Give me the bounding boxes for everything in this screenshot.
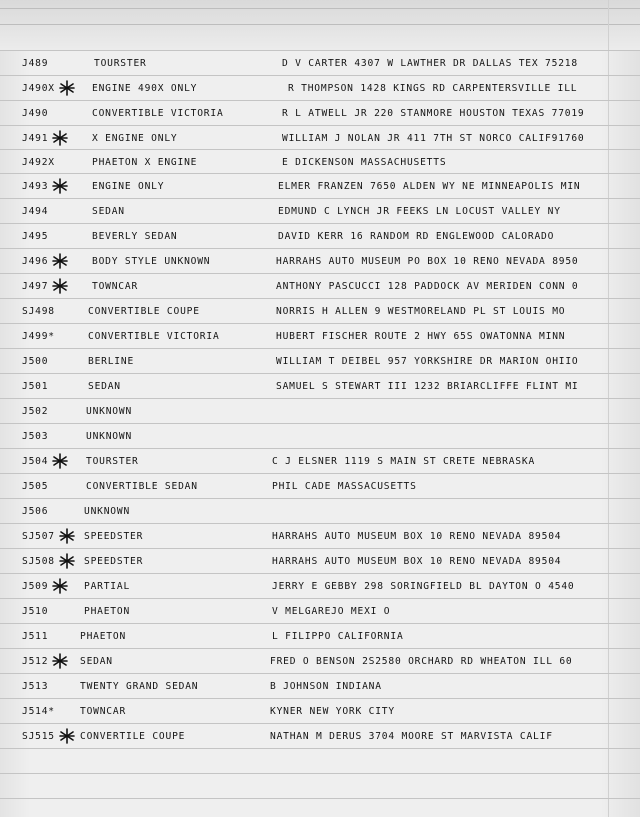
body-style: SPEEDSTER xyxy=(84,531,144,542)
chassis-code: J502 xyxy=(22,406,49,417)
chassis-code: J490X xyxy=(22,83,55,94)
chassis-code: SJ507 xyxy=(22,531,55,542)
ruled-line xyxy=(0,100,640,101)
body-style: UNKNOWN xyxy=(86,406,133,417)
body-style: ENGINE 490X ONLY xyxy=(92,83,198,94)
chassis-code: J496 xyxy=(22,256,49,267)
ruled-line xyxy=(0,125,640,126)
body-style: ENGINE ONLY xyxy=(92,181,165,192)
ruled-line xyxy=(0,623,640,624)
ruled-line xyxy=(0,149,640,150)
owner-address: SAMUEL S STEWART III 1232 BRIARCLIFFE FLINT MI xyxy=(276,381,579,392)
ledger-row xyxy=(0,375,640,400)
owner-address: FRED O BENSON 2S2580 ORCHARD RD WHEATON ILL 60 xyxy=(270,656,573,667)
owner-address: WILLIAM T DEIBEL 957 YORKSHIRE DR MARION OHIIO xyxy=(276,356,579,367)
ruled-line xyxy=(0,75,640,76)
owner-address: R THOMPSON 1428 KINGS RD CARPENTERSVILLE ILL xyxy=(288,83,578,94)
ruled-line xyxy=(0,50,640,51)
chassis-code: J514* xyxy=(22,706,55,717)
owner-address: HARRAHS AUTO MUSEUM BOX 10 RENO NEVADA 89504 xyxy=(272,531,562,542)
chassis-code: SJ498 xyxy=(22,306,55,317)
ledger-row xyxy=(0,675,640,700)
ruled-line xyxy=(0,298,640,299)
chassis-code: J501 xyxy=(22,381,49,392)
body-style: CONVERTIBLE VICTORIA xyxy=(88,331,220,342)
chassis-code: J505 xyxy=(22,481,49,492)
chassis-code: J500 xyxy=(22,356,49,367)
owner-address: JERRY E GEBBY 298 SORINGFIELD BL DAYTON O 4540 xyxy=(272,581,575,592)
handwritten-asterisk-icon xyxy=(59,728,75,744)
chassis-code: J510 xyxy=(22,606,49,617)
chassis-code: J489 xyxy=(22,58,49,69)
body-style: PARTIAL xyxy=(84,581,131,592)
ruled-line xyxy=(0,573,640,574)
chassis-code: J499* xyxy=(22,331,55,342)
body-style: CONVERTIBLE COUPE xyxy=(88,306,200,317)
owner-address: HARRAHS AUTO MUSEUM PO BOX 10 RENO NEVADA 8950 xyxy=(276,256,579,267)
owner-address: WILLIAM J NOLAN JR 411 7TH ST NORCO CALIF91760 xyxy=(282,133,585,144)
ruled-line xyxy=(0,798,640,799)
ruled-line xyxy=(0,398,640,399)
chassis-code: J494 xyxy=(22,206,49,217)
ruled-line xyxy=(0,698,640,699)
handwritten-asterisk-icon xyxy=(52,453,68,469)
ledger-row xyxy=(0,600,640,625)
ledger-row xyxy=(0,700,640,725)
ledger-row xyxy=(0,625,640,650)
chassis-code: SJ508 xyxy=(22,556,55,567)
owner-address: DAVID KERR 16 RANDOM RD ENGLEWOOD CALORADO xyxy=(278,231,555,242)
owner-address: B JOHNSON INDIANA xyxy=(270,681,382,692)
body-style: SEDAN xyxy=(80,656,113,667)
owner-address: PHIL CADE MASSACUSETTS xyxy=(272,481,417,492)
body-style: UNKNOWN xyxy=(86,431,133,442)
ruled-line xyxy=(0,348,640,349)
body-style: CONVERTILE COUPE xyxy=(80,731,186,742)
ledger-row xyxy=(0,525,640,550)
body-style: SPEEDSTER xyxy=(84,556,144,567)
chassis-code: J491 xyxy=(22,133,49,144)
ledger-row xyxy=(0,225,640,250)
handwritten-asterisk-icon xyxy=(52,653,68,669)
owner-address: L FILIPPO CALIFORNIA xyxy=(272,631,404,642)
ruled-line xyxy=(0,8,640,9)
chassis-code: J503 xyxy=(22,431,49,442)
ruled-line xyxy=(0,373,640,374)
handwritten-asterisk-icon xyxy=(52,253,68,269)
chassis-code: J509 xyxy=(22,581,49,592)
body-style: CONVERTIBLE VICTORIA xyxy=(92,108,224,119)
ruled-line xyxy=(0,523,640,524)
owner-address: NATHAN M DERUS 3704 MOORE ST MARVISTA CALIF xyxy=(270,731,553,742)
ledger-row xyxy=(0,550,640,575)
ledger-row xyxy=(0,200,640,225)
ruled-line xyxy=(0,323,640,324)
owner-address: ANTHONY PASCUCCI 128 PADDOCK AV MERIDEN CONN 0 xyxy=(276,281,579,292)
chassis-code: J493 xyxy=(22,181,49,192)
body-style: UNKNOWN xyxy=(84,506,131,517)
ruled-line xyxy=(0,498,640,499)
body-style: PHAETON xyxy=(80,631,127,642)
ledger-row xyxy=(0,300,640,325)
body-style: BERLINE xyxy=(88,356,135,367)
handwritten-asterisk-icon xyxy=(59,80,75,96)
handwritten-asterisk-icon xyxy=(52,278,68,294)
ledger-row xyxy=(0,77,640,102)
ruled-line xyxy=(0,423,640,424)
body-style: TOWNCAR xyxy=(80,706,127,717)
owner-address: E DICKENSON MASSACHUSETTS xyxy=(282,157,447,168)
body-style: TOURSTER xyxy=(86,456,139,467)
body-style: PHAETON xyxy=(84,606,131,617)
chassis-code: J511 xyxy=(22,631,49,642)
chassis-code: J506 xyxy=(22,506,49,517)
owner-address: V MELGAREJO MEXI O xyxy=(272,606,391,617)
ruled-line xyxy=(0,448,640,449)
ledger-row xyxy=(0,425,640,450)
chassis-code: SJ515 xyxy=(22,731,55,742)
owner-address: EDMUND C LYNCH JR FEEKS LN LOCUST VALLEY NY xyxy=(278,206,561,217)
handwritten-asterisk-icon xyxy=(52,130,68,146)
chassis-code: J492X xyxy=(22,157,55,168)
ruled-line xyxy=(0,173,640,174)
chassis-code: J490 xyxy=(22,108,49,119)
body-style: SEDAN xyxy=(88,381,121,392)
body-style: BODY STYLE UNKNOWN xyxy=(92,256,211,267)
ruled-line xyxy=(0,773,640,774)
body-style: TOWNCAR xyxy=(92,281,139,292)
ruled-line xyxy=(0,248,640,249)
handwritten-asterisk-icon xyxy=(52,178,68,194)
ruled-line xyxy=(0,223,640,224)
ruled-line xyxy=(0,723,640,724)
owner-address: NORRIS H ALLEN 9 WESTMORELAND PL ST LOUIS MO xyxy=(276,306,566,317)
owner-address: C J ELSNER 1119 S MAIN ST CRETE NEBRASKA xyxy=(272,456,536,467)
ruled-line xyxy=(0,473,640,474)
ruled-line xyxy=(0,673,640,674)
chassis-code: J512 xyxy=(22,656,49,667)
owner-address: D V CARTER 4307 W LAWTHER DR DALLAS TEX 75218 xyxy=(282,58,578,69)
chassis-code: J504 xyxy=(22,456,49,467)
ruled-line xyxy=(0,648,640,649)
owner-address: ELMER FRANZEN 7650 ALDEN WY NE MINNEAPOLIS MIN xyxy=(278,181,581,192)
ledger-row xyxy=(0,500,640,525)
body-style: BEVERLY SEDAN xyxy=(92,231,178,242)
owner-address: HUBERT FISCHER ROUTE 2 HWY 65S OWATONNA MINN xyxy=(276,331,566,342)
handwritten-asterisk-icon xyxy=(52,578,68,594)
ledger-row xyxy=(0,400,640,425)
ledger-row xyxy=(0,175,640,200)
body-style: CONVERTIBLE SEDAN xyxy=(86,481,198,492)
chassis-code: J495 xyxy=(22,231,49,242)
body-style: X ENGINE ONLY xyxy=(92,133,178,144)
body-style: TWENTY GRAND SEDAN xyxy=(80,681,199,692)
ledger-row xyxy=(0,102,640,127)
ledger-row xyxy=(0,52,640,77)
body-style: TOURSTER xyxy=(94,58,147,69)
ruled-line xyxy=(0,198,640,199)
body-style: PHAETON X ENGINE xyxy=(92,157,198,168)
ruled-line xyxy=(0,598,640,599)
ledger-row xyxy=(0,650,640,675)
ledger-row xyxy=(0,575,640,600)
ruled-line xyxy=(0,24,640,25)
handwritten-asterisk-icon xyxy=(59,528,75,544)
ruled-line xyxy=(0,748,640,749)
chassis-code: J513 xyxy=(22,681,49,692)
ruled-line xyxy=(0,548,640,549)
ledger-row xyxy=(0,450,640,475)
ledger-row xyxy=(0,275,640,300)
ledger-row xyxy=(0,350,640,375)
ruled-line xyxy=(0,273,640,274)
body-style: SEDAN xyxy=(92,206,125,217)
ledger-row xyxy=(0,250,640,275)
handwritten-asterisk-icon xyxy=(59,553,75,569)
ledger-row xyxy=(0,725,640,750)
ledger-row xyxy=(0,325,640,350)
owner-address: KYNER NEW YORK CITY xyxy=(270,706,395,717)
owner-address: R L ATWELL JR 220 STANMORE HOUSTON TEXAS 77019 xyxy=(282,108,585,119)
chassis-code: J497 xyxy=(22,281,49,292)
ledger-row xyxy=(0,475,640,500)
owner-address: HARRAHS AUTO MUSEUM BOX 10 RENO NEVADA 89504 xyxy=(272,556,562,567)
